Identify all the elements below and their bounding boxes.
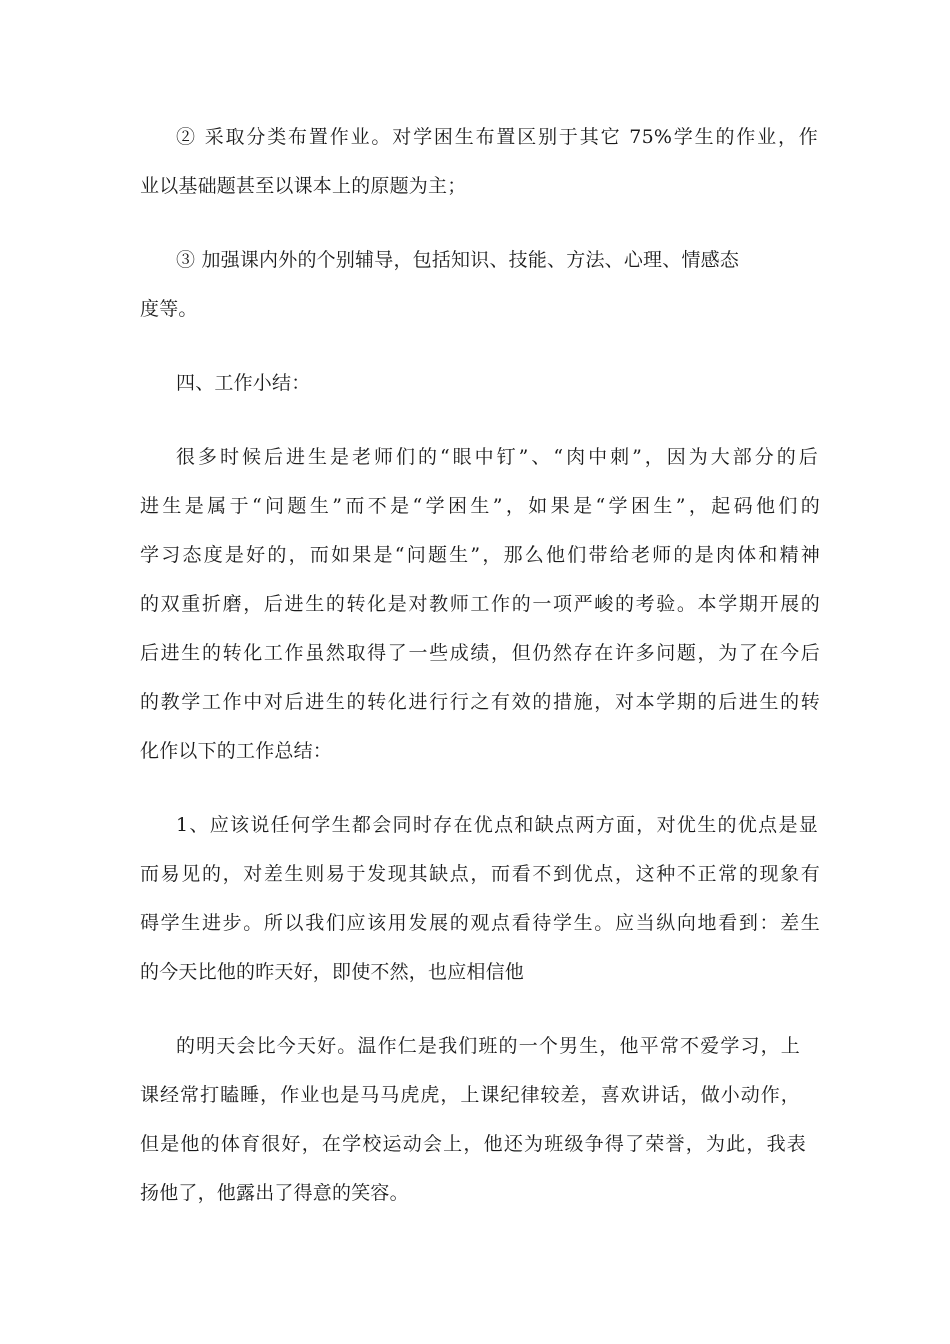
text-line: 的明天会比今天好。温作仁是我们班的一个男生，他平常不爱学习，上 [176, 1035, 800, 1057]
text-line: 课经常打瞌睡，作业也是马马虎虎，上课纪律较差，喜欢讲话，做小动作， [140, 1084, 800, 1106]
text-line: 的双重折磨，后进生的转化是对教师工作的一项严峻的考验。本学期开展的 [140, 593, 820, 615]
text-line: 的教学工作中对后进生的转化进行行之有效的措施，对本学期的后进生的转 [140, 691, 820, 713]
text-line: 度等。 [140, 298, 198, 320]
text-line: 进生是属于“问题生”而不是“学困生”，如果是“学困生”，起码他们的 [140, 495, 820, 517]
text-line: 化作以下的工作总结： [140, 740, 333, 762]
text-line: 而易见的，对差生则易于发现其缺点，而看不到优点，这种不正常的现象有 [140, 863, 820, 885]
text-line: 后进生的转化工作虽然取得了一些成绩，但仍然存在许多问题，为了在今后 [140, 642, 820, 664]
text-line: 的今天比他的昨天好，即使不然，也应相信他 [140, 961, 525, 983]
text-line: 学习态度是好的，而如果是“问题生”，那么他们带给老师的是肉体和精神 [140, 544, 820, 566]
text-line: 业以基础题甚至以课本上的原题为主； [140, 175, 467, 197]
text-line: ③ 加强课内外的个别辅导，包括知识、技能、方法、心理、情感态 [176, 249, 740, 271]
text-line: 但是他的体育很好，在学校运动会上，他还为班级争得了荣誉，为此，我表 [140, 1133, 806, 1155]
text-line: 扬他了，他露出了得意的笑容。 [140, 1182, 409, 1204]
section-heading: 四、工作小结： [176, 372, 311, 394]
text-line: 很多时候后进生是老师们的“眼中钉”、“肉中刺”，因为大部分的后 [176, 446, 818, 468]
text-line: ② 采取分类布置作业。对学困生布置区别于其它 75%学生的作业，作 [176, 126, 818, 148]
text-line: 1、应该说任何学生都会同时存在优点和缺点两方面，对优生的优点是显 [176, 814, 818, 836]
text-line: 碍学生进步。所以我们应该用发展的观点看待学生。应当纵向地看到：差生 [140, 912, 820, 934]
